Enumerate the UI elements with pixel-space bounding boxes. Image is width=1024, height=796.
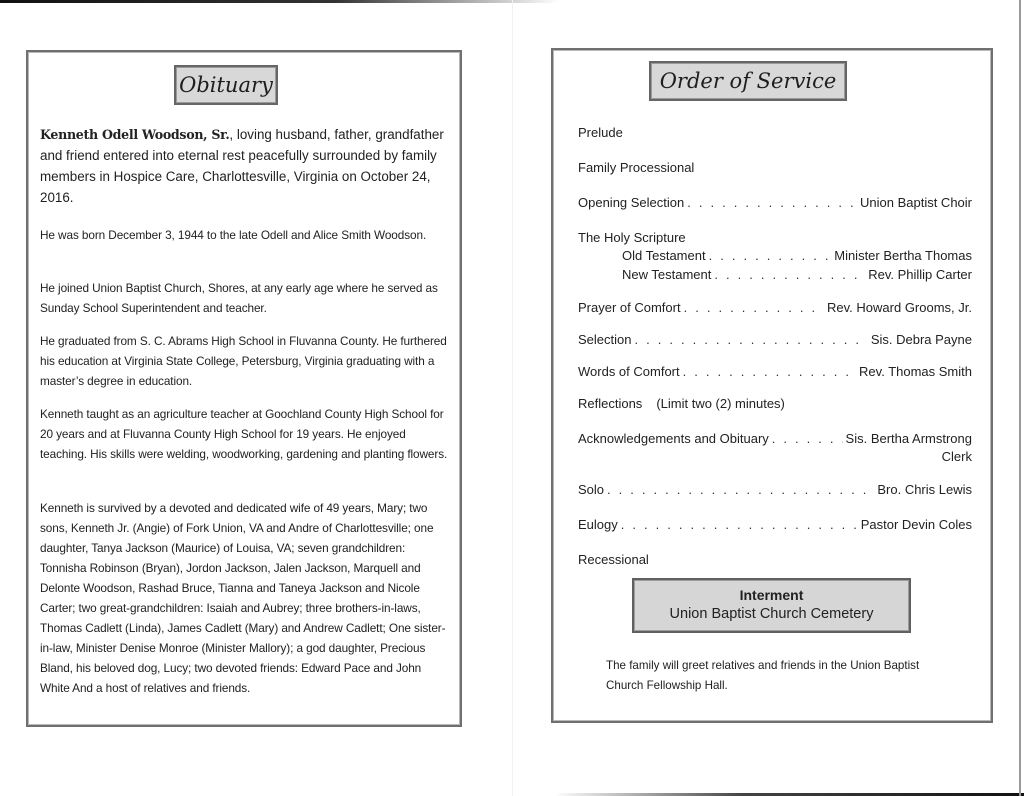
obituary-paragraph-survivors: Kenneth is survived by a devoted and dedicated wife of 49 years, Mary; two sons, Kenneth Jr. (Angie) of Fork Union, VA and Andre of Charlottesville; one daughter, Tanya Jackson (Maurice) of Louisa, VA; seven grandchildren: Tonnisha Robinson (Bryan), Jordon Jackson, Jalen Jackson, Marquell and Delonte Woodson, Rashad Bruce, Tianna and Taneya Jackson and Nicole Carter; two great-grandchildren: Isaiah and Aubrey; three brothers-in-laws, Thomas Cadlett (Linda), James Cadlett (Mary) and Andrew Cadlett; One sister-in-law, Minister Denise Monroe (Minister Mallory); a god daughter, Precious Bland, his beloved dog, Lucy; two devoted friends: Edward Pace and John White And a host of relatives and friends. — [40, 501, 446, 695]
service-label: Solo — [578, 482, 605, 497]
service-label: Old Testament — [622, 248, 706, 263]
dot-leader — [714, 266, 865, 284]
service-item-old-testament — [578, 247, 972, 265]
service-item-selection — [578, 331, 972, 349]
service-item-words-of-comfort — [578, 363, 972, 381]
service-item-solo — [578, 481, 972, 499]
service-item-new-testament — [578, 266, 972, 284]
service-item-prelude — [578, 124, 972, 142]
service-label: Prayer of Comfort — [578, 300, 681, 315]
service-person: Rev. Phillip Carter — [868, 267, 972, 282]
dot-leader — [772, 430, 843, 448]
interment-box — [632, 578, 911, 633]
service-item-acknowledgements — [578, 430, 972, 466]
dot-leader — [634, 331, 867, 349]
service-item-family-processional — [578, 159, 972, 177]
service-person: Pastor Devin Coles — [860, 517, 972, 532]
service-label: Opening Selection — [578, 195, 685, 210]
obituary-paragraph-church: He joined Union Baptist Church, Shores, at any early age where he served as Sunday School Superintendent and teacher. — [40, 281, 438, 315]
service-item-holy-scripture — [578, 229, 972, 247]
service-label: Recessional — [578, 552, 649, 567]
order-of-service-title: Order of Service — [649, 61, 847, 101]
obituary-paragraph-education: He graduated from S. C. Abrams High School in Fluvanna County. He furthered his education at Virginia State College, Petersburg, Virginia graduating with a master’s degree in education. — [40, 334, 447, 388]
dot-leader — [621, 516, 858, 534]
service-label: Eulogy — [578, 517, 618, 532]
service-item-prayer-of-comfort — [578, 299, 972, 317]
interment-location: Union Baptist Church Cemetery — [669, 606, 874, 622]
dot-leader — [683, 363, 856, 381]
obituary-lead-paragraph — [40, 124, 450, 208]
service-label: Acknowledgements and Obituary — [578, 431, 769, 446]
obituary-paragraph-career: Kenneth taught as an agriculture teacher at Goochland County High School for 20 years and at Fluvanna County High School for 19 years. He enjoyed teaching. His skills were welding, woodworking, gardening and planting flowers. — [40, 407, 448, 461]
closing-note: The family will greet relatives and friends in the Union Baptist Church Fellowship Hall. — [606, 659, 920, 692]
service-label: Prelude — [578, 125, 623, 140]
service-label: Reflections — [578, 396, 643, 411]
lead-text: , loving husband, father, grandfather and friend entered into eternal rest peacefully surrounded by family members in Hospice Care, Charlottesville, Virginia on October 24, 2016. — [40, 127, 444, 205]
scan-edge-top — [0, 0, 560, 3]
service-person: Bro. Chris Lewis — [877, 482, 972, 497]
service-person: Minister Bertha Thomas — [834, 248, 972, 263]
obituary-title: Obituary — [174, 65, 278, 105]
service-item-eulogy — [578, 516, 972, 534]
service-note: (Limit two (2) minutes) — [656, 396, 785, 411]
service-label: Selection — [578, 332, 632, 347]
service-person: Sis. Bertha Armstrong — [845, 431, 972, 446]
scan-edge-right — [1019, 0, 1021, 796]
dot-leader — [607, 481, 874, 499]
dot-leader — [684, 299, 824, 317]
service-person: Sis. Debra Payne — [870, 332, 972, 347]
service-item-recessional — [578, 551, 972, 569]
service-item-opening-selection — [578, 194, 972, 212]
page-fold — [512, 0, 513, 796]
dot-leader — [709, 247, 832, 265]
service-person: Rev. Thomas Smith — [859, 364, 972, 379]
interment-heading: Interment — [739, 587, 804, 603]
service-person: Rev. Howard Grooms, Jr. — [827, 300, 972, 315]
service-label: Family Processional — [578, 160, 695, 175]
service-label: Words of Comfort — [578, 364, 680, 379]
service-person: Union Baptist Choir — [860, 195, 972, 210]
deceased-name: Kenneth Odell Woodson, Sr. — [40, 127, 230, 142]
obituary-paragraph-birth: He was born December 3, 1944 to the late Odell and Alice Smith Woodson. — [40, 228, 427, 242]
order-of-service-panel — [551, 48, 993, 723]
service-person-title: Clerk — [941, 449, 972, 464]
service-item-reflections — [578, 395, 972, 413]
dot-leader — [687, 194, 857, 212]
obituary-panel — [26, 50, 462, 727]
service-label: New Testament — [622, 267, 712, 282]
service-label: The Holy Scripture — [578, 230, 686, 245]
